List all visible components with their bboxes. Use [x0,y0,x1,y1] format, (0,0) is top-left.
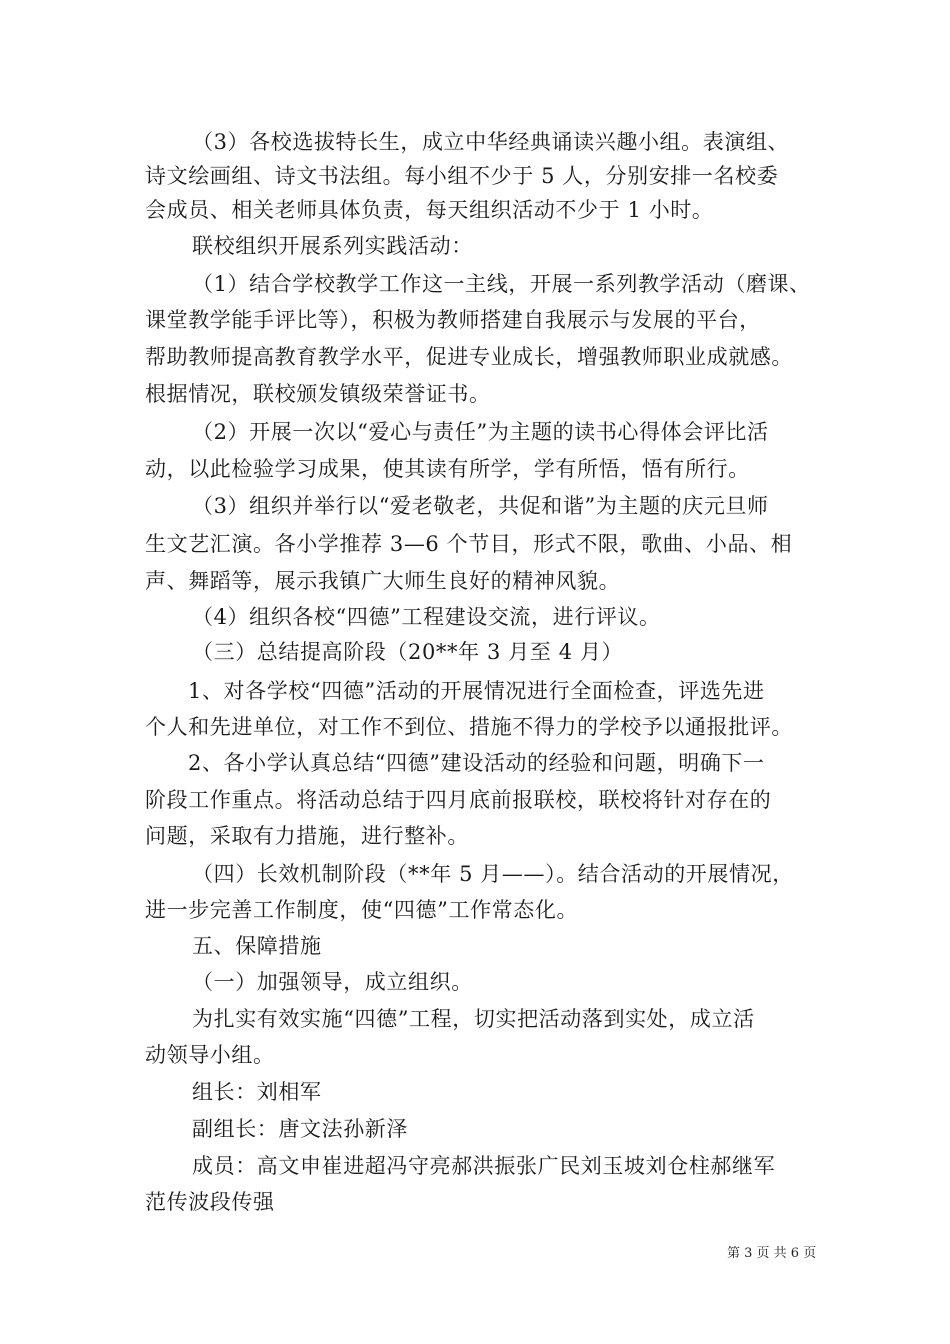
body-line-11: （3）组织并举行以“爱老敬老，共促和谐”为主题的庆元旦师 [192,494,769,518]
body-line-10: 动，以此检验学习成果，使其读有所学，学有所悟，悟有所行。 [145,457,750,481]
body-line-19: 阶段工作重点。将活动总结于四月底前报联校，联校将针对存在的 [145,788,772,812]
body-line-12: 生文艺汇演。各小学推荐 3—6 个节目，形式不限，歌曲、小品、相 [145,532,793,556]
body-line-18: 2、各小学认真总结“四德”建设活动的经验和问题，明确下一 [188,751,765,775]
body-line-16: 1、对各学校“四德”活动的开展情况进行全面检查，评选先进 [188,679,765,703]
group-leader-line: 组长：刘相军 [192,1080,322,1104]
body-line-25: 为扎实有效实施“四德”工程，切实把活动落到实处，成立活 [192,1007,755,1031]
members-line: 成员：高文申崔进超冯守亮郝洪振张广民刘玉坡刘仓柱郝继军 [192,1154,776,1178]
body-line-5: （1）结合学校教学工作这一主线，开展一系列教学活动（磨课、 [192,272,811,296]
body-line-9: （2）开展一次以“爱心与责任”为主题的读书心得体会评比活 [192,420,769,444]
page-number: 第 3 页 共 6 页 [727,1246,817,1261]
body-line-26: 动领导小组。 [145,1043,275,1067]
body-line-8: 根据情况，联校颁发镇级荣誉证书。 [145,382,491,406]
body-line-17: 个人和先进单位，对工作不到位、措施不得力的学校予以通报批评。 [145,715,793,739]
body-line-1: （3）各校选拔特长生，成立中华经典诵读兴趣小组。表演组、 [192,130,790,154]
deputy-leader-line: 副组长：唐文法孙新泽 [192,1117,408,1141]
members-line-continued: 范传波段传强 [145,1190,275,1214]
section-heading-3: （三）总结提高阶段（20**年 3 月至 4 月） [192,640,624,664]
body-line-4: 联校组织开展系列实践活动： [192,234,473,258]
body-line-2: 诗文绘画组、诗文书法组。每小组不少于 5 人，分别安排一名校委 [145,164,779,188]
section-heading-4: （四）长效机制阶段（**年 5 月——）。结合活动的开展情况， [192,862,794,886]
body-line-3: 会成员、相关老师具体负责，每天组织活动不少于 1 小时。 [145,198,714,222]
body-line-7: 帮助教师提高教育教学水平，促进专业成长，增强教师职业成就感。 [145,345,793,369]
body-line-13: 声、舞蹈等，展示我镇广大师生良好的精神风貌。 [145,569,621,593]
body-line-6: 课堂教学能手评比等），积极为教师搭建自我展示与发展的平台， [145,308,761,332]
body-line-20: 问题，采取有力措施，进行整补。 [145,824,469,848]
body-line-14: （4）组织各校“四德”工程建设交流，进行评议。 [192,605,661,629]
body-line-22: 进一步完善工作制度，使“四德”工作常态化。 [145,898,579,922]
subsection-heading-1: （一）加强领导，成立组织。 [192,970,473,994]
section-heading-5: 五、保障措施 [192,934,322,958]
